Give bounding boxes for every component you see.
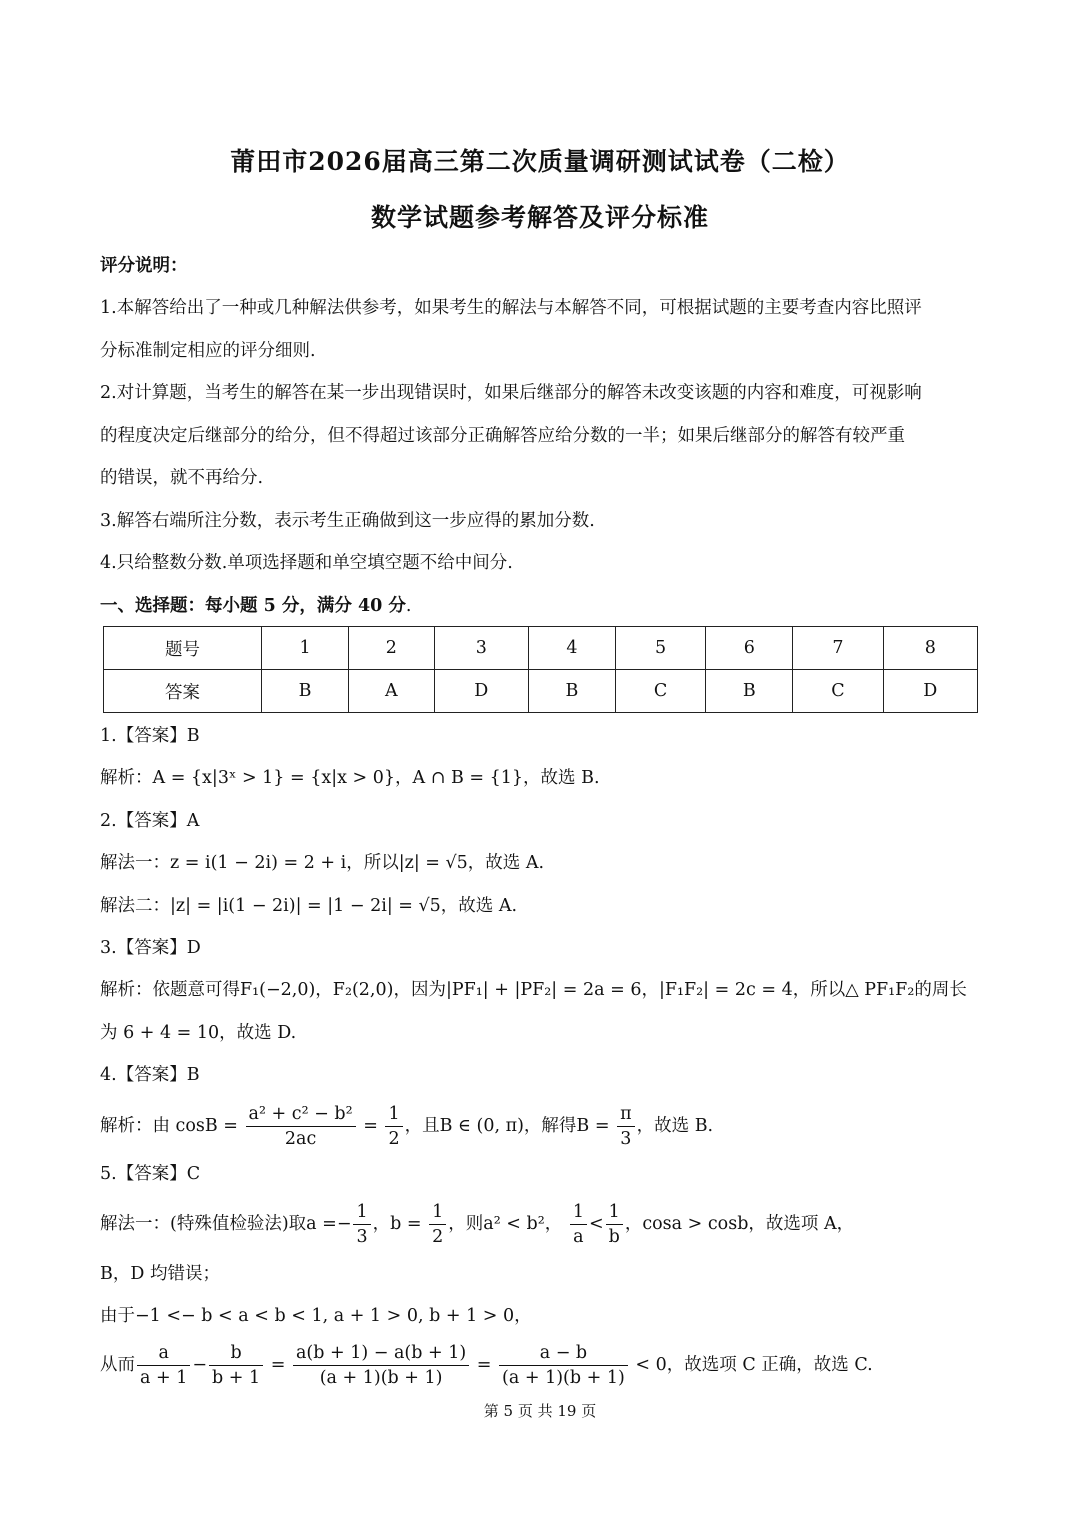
fraction-denominator: 2 <box>432 1227 444 1247</box>
table-cell: D <box>883 670 977 713</box>
table-cell: C <box>615 670 705 713</box>
fraction-numerator: a − b <box>499 1341 628 1366</box>
fraction-numerator: 1 <box>570 1200 587 1225</box>
fraction-denominator: a + 1 <box>140 1368 188 1388</box>
fraction-numerator: 1 <box>429 1200 446 1225</box>
fraction-denominator: (a + 1)(b + 1) <box>319 1368 443 1388</box>
section-1-heading <box>100 593 982 619</box>
table-row-numbers <box>104 627 978 670</box>
q4-equals: = <box>363 1116 378 1136</box>
table-cell: B <box>262 670 349 713</box>
note-2-line-1: 2.对计算题，当考生的解答在某一步出现错误时，如果后继部分的解答未改变该题的内容和难度，可视影响 <box>100 383 922 403</box>
q5-method-2-line-1: 由于−1 <− b < a < b < 1, a + 1 > 0, b + 1 > 0， <box>100 1306 532 1326</box>
q5-equals-2: = <box>476 1355 492 1375</box>
q5-fraction-g2 <box>209 1341 263 1390</box>
q2-method-2: 解法二：|z| = |i(1 − 2i)| = |1 − 2i| = √5，故选 A. <box>100 896 518 916</box>
fraction-denominator: (a + 1)(b + 1) <box>502 1368 625 1388</box>
fraction-numerator: a <box>137 1341 190 1366</box>
q2-answer: 2.【答案】A <box>100 811 200 831</box>
notes-heading: 评分说明： <box>100 256 188 276</box>
q3-analysis-line-1: 解析：依题意可得F₁(−2,0)，F₂(2,0)，因为|PF₁| + |PF₂| = 2a = 6，|F₁F₂| = 2c = 4，所以△ PF₁F₂的周长 <box>100 980 967 1000</box>
q5-m2-prefix: 从而 <box>100 1355 135 1375</box>
note-4: 4.只给整数分数.单项选择题和单空填空题不给中间分. <box>100 553 513 573</box>
table-cell: 4 <box>528 627 615 670</box>
fraction-numerator: a² + c² − b² <box>246 1102 356 1127</box>
q3-answer: 3.【答案】D <box>100 938 201 958</box>
q4-fraction-pi <box>617 1102 635 1151</box>
fraction-denominator: a <box>573 1227 584 1247</box>
fraction-denominator: b + 1 <box>212 1368 261 1388</box>
q4-fraction-cosine <box>246 1102 356 1151</box>
q5-minus: − <box>192 1355 208 1375</box>
answer-table <box>103 626 978 713</box>
q1-answer: 1.【答案】B <box>100 726 200 746</box>
fraction-numerator: 1 <box>606 1200 623 1225</box>
q4-prefix: 解析：由 cosB = <box>100 1116 238 1136</box>
table-cell: B <box>706 670 793 713</box>
q5-m1-b: ，b = <box>372 1214 422 1234</box>
fraction-denominator: b <box>608 1227 620 1247</box>
q4-middle: ，且B ∈ (0, π)，解得B = <box>404 1116 610 1136</box>
note-3: 3.解答右端所注分数，表示考生正确做到这一步应得的累加分数. <box>100 511 595 531</box>
q3-analysis-line-2: 为 6 + 4 = 10，故选 D. <box>100 1023 297 1043</box>
table-cell: D <box>434 670 528 713</box>
table-header-cell: 题号 <box>104 627 262 670</box>
fraction-numerator: a(b + 1) − a(b + 1) <box>293 1341 469 1366</box>
table-cell: 7 <box>793 627 883 670</box>
note-2-line-3: 的错误，就不再给分. <box>100 468 264 488</box>
q5-fraction-one-over-b <box>606 1200 623 1249</box>
q5-fraction-g3 <box>293 1341 469 1390</box>
q4-suffix: ，故选 B. <box>636 1116 714 1136</box>
table-cell: 3 <box>434 627 528 670</box>
fraction-denominator: 3 <box>356 1227 368 1247</box>
fraction-denominator: 3 <box>620 1129 632 1149</box>
fraction-numerator: b <box>209 1341 263 1366</box>
table-row-answers <box>104 670 978 713</box>
table-cell: 6 <box>706 627 793 670</box>
table-header-cell: 答案 <box>104 670 262 713</box>
q5-fraction-a <box>353 1200 370 1249</box>
q5-fraction-g1 <box>137 1341 190 1390</box>
q5-m2-suffix: < 0，故选项 C 正确，故选 C. <box>635 1355 873 1375</box>
q5-method-1 <box>100 1198 982 1250</box>
page-number: 第 5 页 共 19 页 <box>483 1402 597 1420</box>
document-title: 莆田市2026届高三第二次质量调研测试试卷（二检） <box>230 147 850 176</box>
table-cell: A <box>349 670 435 713</box>
q5-fraction-one-over-a <box>570 1200 587 1249</box>
note-1-line-2: 分标准制定相应的评分细则. <box>100 341 316 361</box>
q5-fraction-b <box>429 1200 446 1249</box>
table-cell: C <box>793 670 883 713</box>
table-cell: 2 <box>349 627 435 670</box>
q4-answer: 4.【答案】B <box>100 1065 200 1085</box>
fraction-denominator: 2ac <box>284 1129 317 1149</box>
section-1-heading-text: 一、选择题：每小题 5 分，满分 40 分 <box>100 596 406 616</box>
q5-fraction-g4 <box>499 1341 628 1390</box>
table-cell: 5 <box>615 627 705 670</box>
q5-method-1-line-2: B，D 均错误； <box>100 1264 220 1284</box>
q1-analysis: 解析：A = {x|3ˣ > 1} = {x|x > 0}，A ∩ B = {1}，故选 B. <box>100 768 600 788</box>
q5-less-than: < <box>588 1214 604 1234</box>
q2-method-1: 解法一：z = i(1 − 2i) = 2 + i，所以|z| = √5，故选 A. <box>100 853 545 873</box>
q5-m1-prefix: 解法一：(特殊值检验法)取a =− <box>100 1214 352 1234</box>
fraction-numerator: 1 <box>353 1200 370 1225</box>
note-1-line-1: 1.本解答给出了一种或几种解法供参考，如果考生的解法与本解答不同，可根据试题的主要考查内容比照评 <box>100 298 922 318</box>
q5-m1-d: ，cosa > cosb，故选项 A， <box>624 1214 855 1234</box>
fraction-numerator: π <box>617 1102 635 1127</box>
fraction-numerator: 1 <box>385 1102 402 1127</box>
q4-fraction-half <box>385 1102 402 1151</box>
note-2-line-2: 的程度决定后继部分的给分，但不得超过该部分正确解答应给分数的一半；如果后继部分的解答有较严重 <box>100 426 905 446</box>
document-subtitle: 数学试题参考解答及评分标准 <box>370 203 709 232</box>
fraction-denominator: 2 <box>388 1129 400 1149</box>
table-cell: 1 <box>262 627 349 670</box>
table-cell: 8 <box>883 627 977 670</box>
q4-analysis <box>100 1100 982 1152</box>
q5-m1-c: ，则a² < b²， <box>448 1214 563 1234</box>
q5-equals-1: = <box>270 1355 286 1375</box>
section-1-heading-tail: . <box>405 596 412 616</box>
table-cell: B <box>528 670 615 713</box>
q5-method-2-line-2 <box>100 1339 982 1391</box>
q5-answer: 5.【答案】C <box>100 1164 201 1184</box>
